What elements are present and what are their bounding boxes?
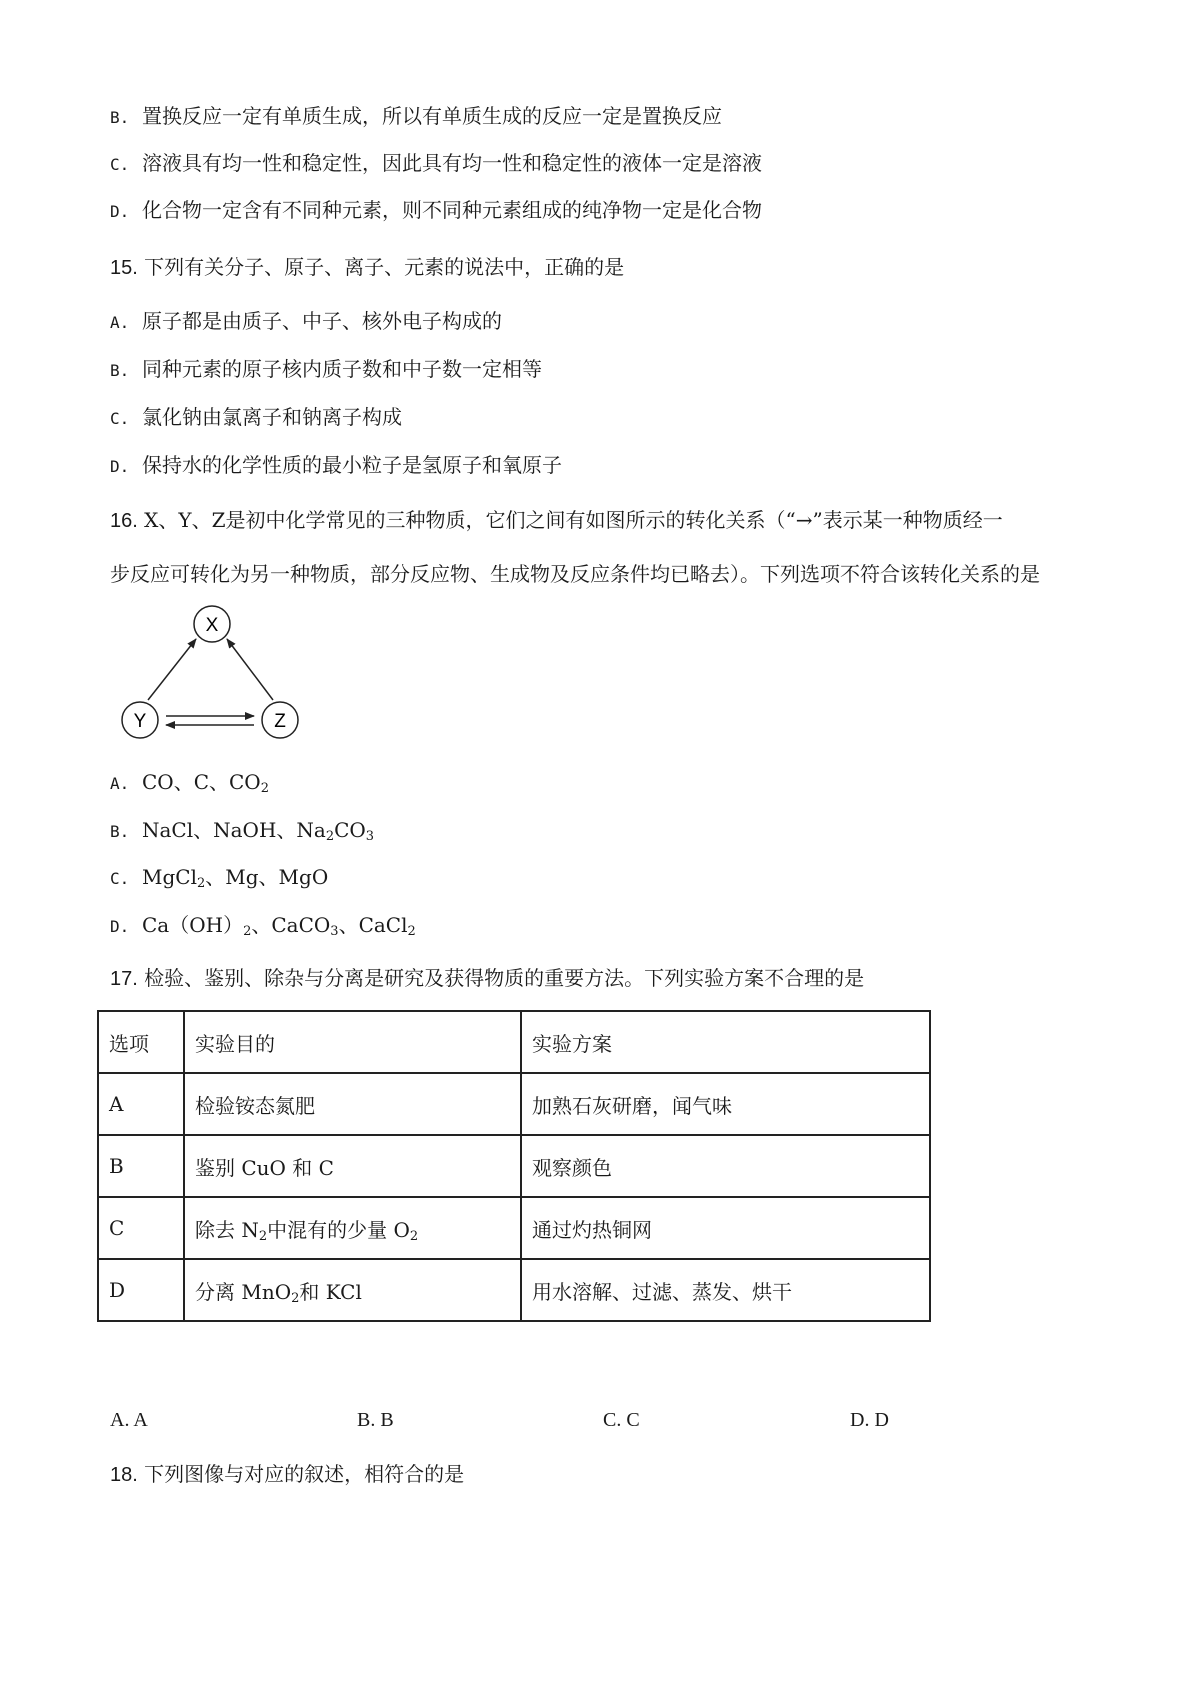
q14-option-b xyxy=(110,102,722,132)
row-goal xyxy=(184,1135,521,1197)
q15-stem xyxy=(110,253,624,282)
q17-answer-b: B. B xyxy=(357,1409,394,1431)
formula-subscript: 3 xyxy=(330,924,339,939)
goal-text: 鉴别 CuO 和 C xyxy=(195,1155,334,1180)
question-text: 下列图像与对应的叙述，相符合的是 xyxy=(144,1462,465,1486)
question-number: 18. xyxy=(110,1464,138,1486)
q16-option-c xyxy=(110,863,328,893)
formula-part: 、CaCl xyxy=(338,913,408,937)
goal-text: 除去 N xyxy=(195,1217,259,1242)
option-letter: C. xyxy=(110,409,130,428)
q15-option-d xyxy=(110,451,562,481)
row-goal xyxy=(184,1259,521,1321)
goal-subscript: 2 xyxy=(409,1228,419,1244)
conversion-diagram xyxy=(108,602,308,742)
option-text: 原子都是由质子、中子、核外电子构成的 xyxy=(142,309,502,333)
option-letter: B. xyxy=(110,108,130,127)
option-letter: B. xyxy=(110,822,130,841)
q17-stem xyxy=(110,964,864,993)
row-option: B xyxy=(98,1135,184,1197)
table-header-row xyxy=(98,1011,930,1073)
q16-stem-line1 xyxy=(110,506,1003,535)
table-row xyxy=(98,1197,930,1259)
table-row xyxy=(98,1135,930,1197)
question-text: 下列有关分子、原子、离子、元素的说法中，正确的是 xyxy=(144,255,625,279)
row-option: A xyxy=(98,1073,184,1135)
table-row xyxy=(98,1259,930,1321)
question-text: X、Y、Z是初中化学常见的三种物质，它们之间有如图所示的转化关系（“→”表示某一种物质经一 xyxy=(144,508,1003,532)
q14-option-d xyxy=(110,196,762,226)
formula-part: MgCl xyxy=(142,865,197,889)
option-text: 同种元素的原子核内质子数和中子数一定相等 xyxy=(142,357,542,381)
q15-option-a xyxy=(110,307,502,337)
header-plan: 实验方案 xyxy=(521,1011,930,1073)
node-y-label: Y xyxy=(133,711,147,732)
formula-subscript: 3 xyxy=(365,829,375,844)
goal-subscript: 2 xyxy=(291,1290,300,1306)
formula-part: 、Mg、MgO xyxy=(205,865,329,889)
q17-answer-d: D. D xyxy=(850,1409,889,1431)
formula-subscript: 2 xyxy=(196,876,206,891)
goal-subscript: 2 xyxy=(258,1228,268,1244)
option-letter: D. xyxy=(110,917,130,936)
question-number: 17. xyxy=(110,968,138,990)
option-letter: A. xyxy=(110,774,130,793)
q15-option-b xyxy=(110,355,542,385)
q17-answer-a: A. A xyxy=(110,1409,148,1431)
formula-subscript: 2 xyxy=(243,924,252,939)
formula-subscript: 2 xyxy=(407,924,416,939)
goal-text: 中混有的少量 O xyxy=(267,1217,410,1242)
row-plan: 加熟石灰研磨，闻气味 xyxy=(521,1073,930,1135)
q16-option-b xyxy=(110,816,374,846)
q16-option-d xyxy=(110,911,416,941)
node-x-label: X xyxy=(205,615,219,636)
row-plan: 通过灼热铜网 xyxy=(521,1197,930,1259)
row-option: C xyxy=(98,1197,184,1259)
formula-part: NaCl、NaOH、Na xyxy=(142,818,326,842)
formula-part: CO xyxy=(334,818,366,842)
formula-subscript: 2 xyxy=(325,829,335,844)
question-text: 步反应可转化为另一种物质，部分反应物、生成物及反应条件均已略去）。下列选项不符合该转化关系的是 xyxy=(110,562,1040,586)
header-option: 选项 xyxy=(98,1011,184,1073)
option-letter: B. xyxy=(110,361,130,380)
row-goal xyxy=(184,1073,521,1135)
formula-subscript: 2 xyxy=(260,781,269,796)
option-text: 置换反应一定有单质生成，所以有单质生成的反应一定是置换反应 xyxy=(142,104,722,128)
option-letter: A. xyxy=(110,313,130,332)
option-letter: C. xyxy=(110,155,130,174)
option-letter: C. xyxy=(110,869,130,888)
arrow-y-to-x xyxy=(148,639,196,700)
q16-option-a xyxy=(110,768,269,798)
arrow-z-to-x xyxy=(227,639,273,700)
question-number: 15. xyxy=(110,257,138,279)
option-text: 氯化钠由氯离子和钠离子构成 xyxy=(142,405,402,429)
experiment-table xyxy=(97,1010,931,1322)
table-row xyxy=(98,1073,930,1135)
option-letter: D. xyxy=(110,202,130,221)
option-text: 保持水的化学性质的最小粒子是氢原子和氧原子 xyxy=(142,453,562,477)
row-goal xyxy=(184,1197,521,1259)
q15-option-c xyxy=(110,403,402,433)
row-plan: 观察颜色 xyxy=(521,1135,930,1197)
q18-stem xyxy=(110,1460,464,1489)
q14-option-c xyxy=(110,149,762,179)
q17-answer-c: C. C xyxy=(603,1409,640,1431)
goal-text: 和 KCl xyxy=(299,1279,362,1304)
formula-part: 、CaCO xyxy=(251,913,331,937)
row-option: D xyxy=(98,1259,184,1321)
node-z-label: Z xyxy=(274,711,286,732)
option-text: 化合物一定含有不同种元素，则不同种元素组成的纯净物一定是化合物 xyxy=(142,198,762,222)
row-plan: 用水溶解、过滤、蒸发、烘干 xyxy=(521,1259,930,1321)
goal-text: 分离 MnO xyxy=(195,1279,292,1304)
formula-part: Ca（OH） xyxy=(142,913,244,937)
question-text: 检验、鉴别、除杂与分离是研究及获得物质的重要方法。下列实验方案不合理的是 xyxy=(144,966,865,990)
header-goal: 实验目的 xyxy=(184,1011,521,1073)
option-letter: D. xyxy=(110,457,130,476)
option-text: 溶液具有均一性和稳定性，因此具有均一性和稳定性的液体一定是溶液 xyxy=(142,151,762,175)
question-number: 16. xyxy=(110,510,138,532)
formula-part: CO、C、CO xyxy=(142,770,261,794)
q16-stem-line2 xyxy=(110,560,1040,588)
goal-text: 检验铵态氮肥 xyxy=(195,1093,315,1118)
